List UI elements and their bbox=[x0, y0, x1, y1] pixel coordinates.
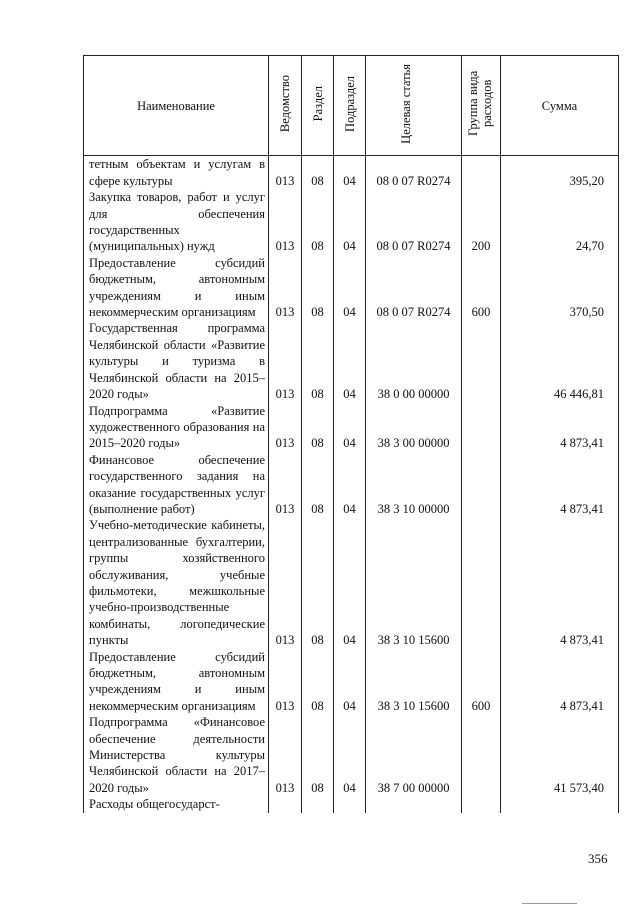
row-subsection: 04 bbox=[334, 649, 366, 715]
table-row bbox=[84, 796, 619, 812]
row-department: 013 bbox=[269, 452, 302, 518]
row-section: 08 bbox=[302, 649, 334, 715]
row-target: 08 0 07 R0274 bbox=[366, 156, 462, 189]
row-sum bbox=[501, 796, 619, 812]
footer-rule bbox=[522, 903, 577, 904]
header-department: Ведомство bbox=[269, 56, 302, 156]
row-name: Предоставление субсидий бюджетным, автономным учреждениям и иным некоммерческим организациям bbox=[84, 649, 269, 715]
header-target: Целевая статья bbox=[366, 56, 462, 156]
row-subsection: 04 bbox=[334, 156, 366, 189]
header-subsection: Подраздел bbox=[334, 56, 366, 156]
row-sum: 4 873,41 bbox=[501, 403, 619, 452]
row-section bbox=[302, 796, 334, 812]
row-department: 013 bbox=[269, 649, 302, 715]
table-row bbox=[84, 156, 619, 189]
row-expense-group bbox=[462, 714, 501, 796]
row-name: Учебно-методические кабинеты, централизованные бухгалтерии, группы хозяйственного обслуживания, учебные фильмотеки, межшкольные учебно-производственные комбинаты, логопедические пункты bbox=[84, 517, 269, 648]
table-header-row bbox=[84, 56, 619, 156]
row-department: 013 bbox=[269, 255, 302, 321]
row-department: 013 bbox=[269, 320, 302, 402]
row-section: 08 bbox=[302, 403, 334, 452]
row-sum: 41 573,40 bbox=[501, 714, 619, 796]
row-subsection: 04 bbox=[334, 517, 366, 648]
row-expense-group bbox=[462, 796, 501, 812]
row-subsection: 04 bbox=[334, 189, 366, 255]
table-row bbox=[84, 714, 619, 796]
row-sum: 4 873,41 bbox=[501, 517, 619, 648]
row-sum: 395,20 bbox=[501, 156, 619, 189]
row-name: тетным объектам и услугам в сфере культуры bbox=[84, 156, 269, 189]
budget-table bbox=[83, 55, 619, 813]
header-expense-group: Группа вида расходов bbox=[462, 56, 501, 156]
row-name: Расходы общегосударст- bbox=[84, 796, 269, 812]
row-expense-group bbox=[462, 452, 501, 518]
row-expense-group: 200 bbox=[462, 189, 501, 255]
row-expense-group bbox=[462, 403, 501, 452]
row-expense-group bbox=[462, 320, 501, 402]
table-row bbox=[84, 403, 619, 452]
table-row bbox=[84, 255, 619, 321]
row-subsection: 04 bbox=[334, 255, 366, 321]
row-section: 08 bbox=[302, 517, 334, 648]
table-row bbox=[84, 649, 619, 715]
row-department: 013 bbox=[269, 517, 302, 648]
budget-table-container bbox=[83, 55, 618, 813]
row-department bbox=[269, 796, 302, 812]
table-body bbox=[84, 156, 619, 813]
row-department: 013 bbox=[269, 714, 302, 796]
row-target: 08 0 07 R0274 bbox=[366, 255, 462, 321]
row-department: 013 bbox=[269, 189, 302, 255]
row-target: 38 3 00 00000 bbox=[366, 403, 462, 452]
row-subsection: 04 bbox=[334, 403, 366, 452]
row-target: 38 3 10 15600 bbox=[366, 649, 462, 715]
row-expense-group bbox=[462, 517, 501, 648]
row-expense-group: 600 bbox=[462, 255, 501, 321]
row-target: 38 7 00 00000 bbox=[366, 714, 462, 796]
table-row bbox=[84, 320, 619, 402]
row-name: Подпрограмма «Финансовое обеспечение деятельности Министерства культуры Челябинской области на 2017–2020 годы» bbox=[84, 714, 269, 796]
row-subsection: 04 bbox=[334, 714, 366, 796]
row-section: 08 bbox=[302, 189, 334, 255]
row-name: Государственная программа Челябинской области «Развитие культуры и туризма в Челябинской области на 2015–2020 годы» bbox=[84, 320, 269, 402]
row-target: 38 3 10 15600 bbox=[366, 517, 462, 648]
row-target: 38 0 00 00000 bbox=[366, 320, 462, 402]
row-sum: 4 873,41 bbox=[501, 452, 619, 518]
row-department: 013 bbox=[269, 403, 302, 452]
row-sum: 370,50 bbox=[501, 255, 619, 321]
row-subsection bbox=[334, 796, 366, 812]
table-row bbox=[84, 189, 619, 255]
page-number: 356 bbox=[588, 851, 608, 866]
row-section: 08 bbox=[302, 320, 334, 402]
row-target: 38 3 10 00000 bbox=[366, 452, 462, 518]
row-section: 08 bbox=[302, 255, 334, 321]
row-section: 08 bbox=[302, 452, 334, 518]
row-target: 08 0 07 R0274 bbox=[366, 189, 462, 255]
row-target bbox=[366, 796, 462, 812]
table-row bbox=[84, 517, 619, 648]
row-department: 013 bbox=[269, 156, 302, 189]
row-name: Закупка товаров, работ и услуг для обеспечения государственных (муниципальных) нужд bbox=[84, 189, 269, 255]
row-subsection: 04 bbox=[334, 320, 366, 402]
row-expense-group bbox=[462, 156, 501, 189]
row-expense-group: 600 bbox=[462, 649, 501, 715]
row-sum: 46 446,81 bbox=[501, 320, 619, 402]
row-sum: 4 873,41 bbox=[501, 649, 619, 715]
header-name: Наименование bbox=[84, 56, 269, 156]
row-name: Финансовое обеспечение государственного задания на оказание государственных услуг (выполнение работ) bbox=[84, 452, 269, 518]
row-subsection: 04 bbox=[334, 452, 366, 518]
header-section: Раздел bbox=[302, 56, 334, 156]
row-section: 08 bbox=[302, 156, 334, 189]
row-section: 08 bbox=[302, 714, 334, 796]
table-row bbox=[84, 452, 619, 518]
row-sum: 24,70 bbox=[501, 189, 619, 255]
row-name: Предоставление субсидий бюджетным, автономным учреждениям и иным некоммерческим организациям bbox=[84, 255, 269, 321]
header-sum: Сумма bbox=[501, 56, 619, 156]
row-name: Подпрограмма «Развитие художественного образования на 2015–2020 годы» bbox=[84, 403, 269, 452]
